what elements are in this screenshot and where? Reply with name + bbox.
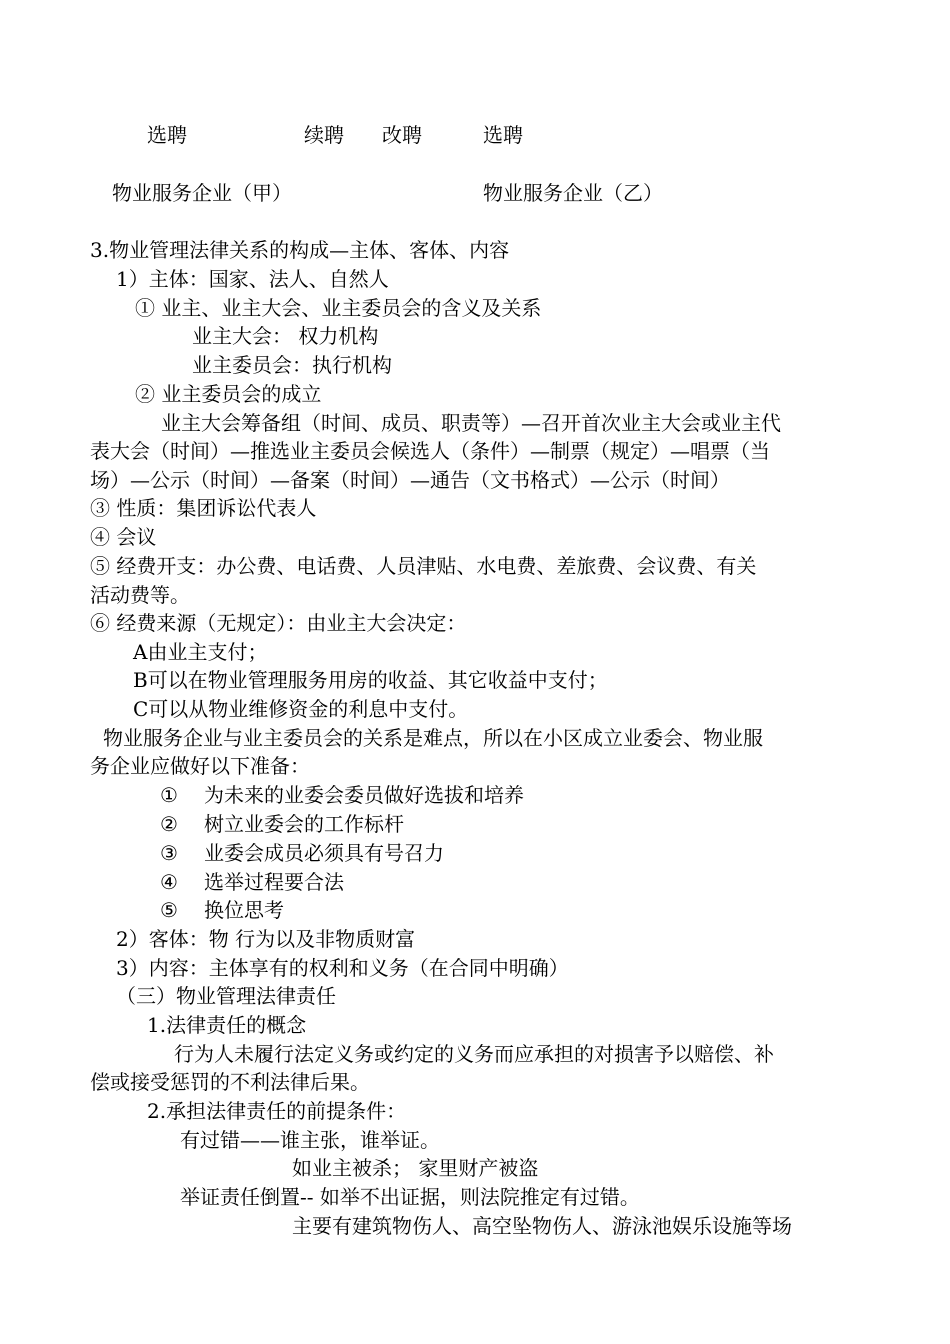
- paragraph-line: 务企业应做好以下准备：: [90, 754, 310, 778]
- owners-assembly: 业主大会： 权力机构: [192, 324, 379, 348]
- paragraph-line: 表大会（时间）—推选业主委员会候选人（条件）—制票（规定）—唱票（当: [90, 439, 770, 463]
- paragraph-line: 行为人未履行法定义务或约定的义务而应承担的对损害予以赔偿、补: [174, 1042, 774, 1066]
- object-heading: 2）客体：物 行为以及非物质财富: [116, 927, 416, 951]
- paragraph-line: 业主大会筹备组（时间、成员、职责等）—召开首次业主大会或业主代: [161, 411, 781, 435]
- paragraph-line: 主要有建筑物伤人、高空坠物伤人、游泳池娱乐设施等场: [292, 1214, 792, 1238]
- label-change: 改聘: [382, 123, 422, 147]
- item-3: ③ 性质：集团诉讼代表人: [90, 496, 317, 520]
- prep-item: ① 为未来的业委会委员做好选拔和培养: [160, 783, 524, 807]
- paragraph-line: 活动费等。: [90, 583, 190, 607]
- paragraph-line: 偿或接受惩罚的不利法律后果。: [90, 1070, 370, 1094]
- label-select-1: 选聘: [147, 123, 187, 147]
- content-heading: 3）内容：主体享有的权利和义务（在合同中明确）: [116, 956, 569, 980]
- funding-option-c: C可以从物业维修资金的利息中支付。: [133, 697, 469, 721]
- prep-item: ④ 选举过程要合法: [160, 870, 344, 894]
- paragraph-line: 物业服务企业与业主委员会的关系是难点，所以在小区成立业委会、物业服: [103, 726, 763, 750]
- label-company-a: 物业服务企业（甲）: [112, 181, 292, 205]
- prep-item: ⑤ 换位思考: [160, 898, 284, 922]
- subject-heading: 1）主体：国家、法人、自然人: [116, 267, 389, 291]
- item-1: ① 业主、业主大会、业主委员会的含义及关系: [135, 296, 542, 320]
- subsection-heading: 2.承担法律责任的前提条件：: [147, 1099, 407, 1123]
- item-4: ④ 会议: [90, 525, 157, 549]
- item-2: ② 业主委员会的成立: [135, 382, 322, 406]
- paragraph-line: 举证责任倒置-- 如举不出证据，则法院推定有过错。: [180, 1185, 640, 1209]
- item-6: ⑥ 经费来源（无规定）：由业主大会决定：: [90, 611, 467, 635]
- label-company-b: 物业服务企业（乙）: [483, 181, 663, 205]
- owners-committee: 业主委员会：执行机构: [192, 353, 392, 377]
- prep-item: ② 树立业委会的工作标杆: [160, 812, 404, 836]
- subsection-heading: 1.法律责任的概念: [147, 1013, 307, 1037]
- funding-option-a: A由业主支付；: [133, 640, 268, 664]
- section-heading: （三）物业管理法律责任: [116, 984, 336, 1008]
- paragraph-line: 有过错——谁主张，谁举证。: [180, 1128, 440, 1152]
- prep-item: ③ 业委会成员必须具有号召力: [160, 841, 444, 865]
- section-heading: 3.物业管理法律关系的构成—主体、客体、内容: [90, 238, 510, 262]
- label-renew: 续聘: [304, 123, 344, 147]
- label-select-2: 选聘: [483, 123, 523, 147]
- funding-option-b: B可以在物业管理服务用房的收益、其它收益中支付；: [133, 668, 608, 692]
- paragraph-line: 如业主被杀； 家里财产被盗: [292, 1156, 539, 1180]
- paragraph-line: 场）—公示（时间）—备案（时间）—通告（文书格式）—公示（时间）: [90, 468, 730, 492]
- item-5: ⑤ 经费开支：办公费、电话费、人员津贴、水电费、差旅费、会议费、有关: [90, 554, 757, 578]
